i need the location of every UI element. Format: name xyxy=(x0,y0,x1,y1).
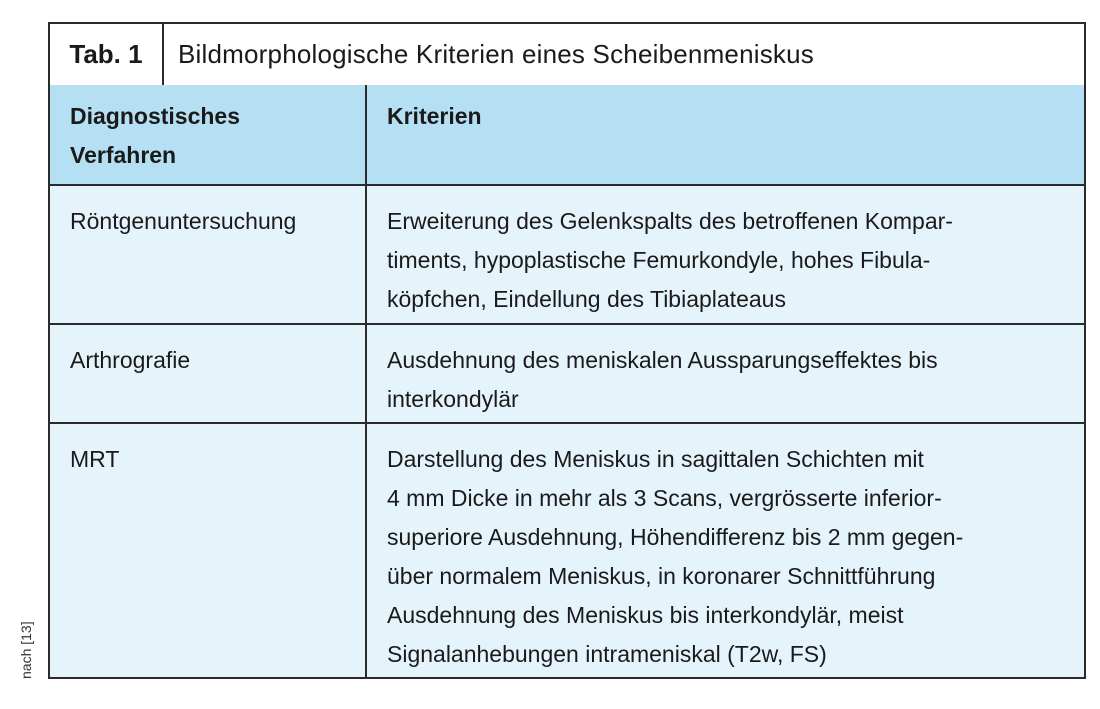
criteria-cell xyxy=(367,325,1084,422)
table-header-row xyxy=(50,85,1084,186)
table-number-label: Tab. 1 xyxy=(50,24,164,85)
table-title-row xyxy=(50,24,1084,87)
procedure-cell: Arthrografie xyxy=(50,325,367,422)
criteria-line: Erweiterung des Gelenkspalts des betroffenen Kompar- xyxy=(387,208,953,234)
criteria-line: timents, hypoplastische Femurkondyle, hohes Fibula- xyxy=(387,247,931,273)
table-row xyxy=(50,424,1084,677)
criteria-line: 4 mm Dicke in mehr als 3 Scans, vergrösserte inferior- xyxy=(387,485,942,511)
criteria-table xyxy=(48,22,1086,679)
criteria-line: interkondylär xyxy=(387,386,519,412)
header-procedure xyxy=(50,85,367,184)
criteria-line: Ausdehnung des meniskalen Aussparungseffektes bis xyxy=(387,347,938,373)
criteria-line: Darstellung des Meniskus in sagittalen Schichten mit xyxy=(387,446,924,472)
header-criteria-line: Kriterien xyxy=(387,103,482,129)
header-procedure-line: Diagnostisches xyxy=(70,103,240,129)
procedure-cell: MRT xyxy=(50,424,367,677)
criteria-cell xyxy=(367,186,1084,323)
header-procedure-line: Verfahren xyxy=(70,142,177,168)
header-criteria xyxy=(367,85,1084,184)
source-note: nach [13] xyxy=(18,621,34,679)
criteria-line: Ausdehnung des Meniskus bis interkondylär, meist xyxy=(387,602,904,628)
criteria-cell xyxy=(367,424,1084,677)
table-row xyxy=(50,186,1084,325)
table-row xyxy=(50,325,1084,424)
table-title: Bildmorphologische Kriterien eines Scheibenmeniskus xyxy=(178,39,814,69)
criteria-line: über normalem Meniskus, in koronarer Schnittführung xyxy=(387,563,936,589)
criteria-line: Signalanhebungen intrameniskal (T2w, FS) xyxy=(387,641,827,667)
procedure-cell: Röntgenuntersuchung xyxy=(50,186,367,323)
criteria-line: superiore Ausdehnung, Höhendifferenz bis 2 mm gegen- xyxy=(387,524,964,550)
criteria-line: köpfchen, Eindellung des Tibiaplateaus xyxy=(387,286,786,312)
